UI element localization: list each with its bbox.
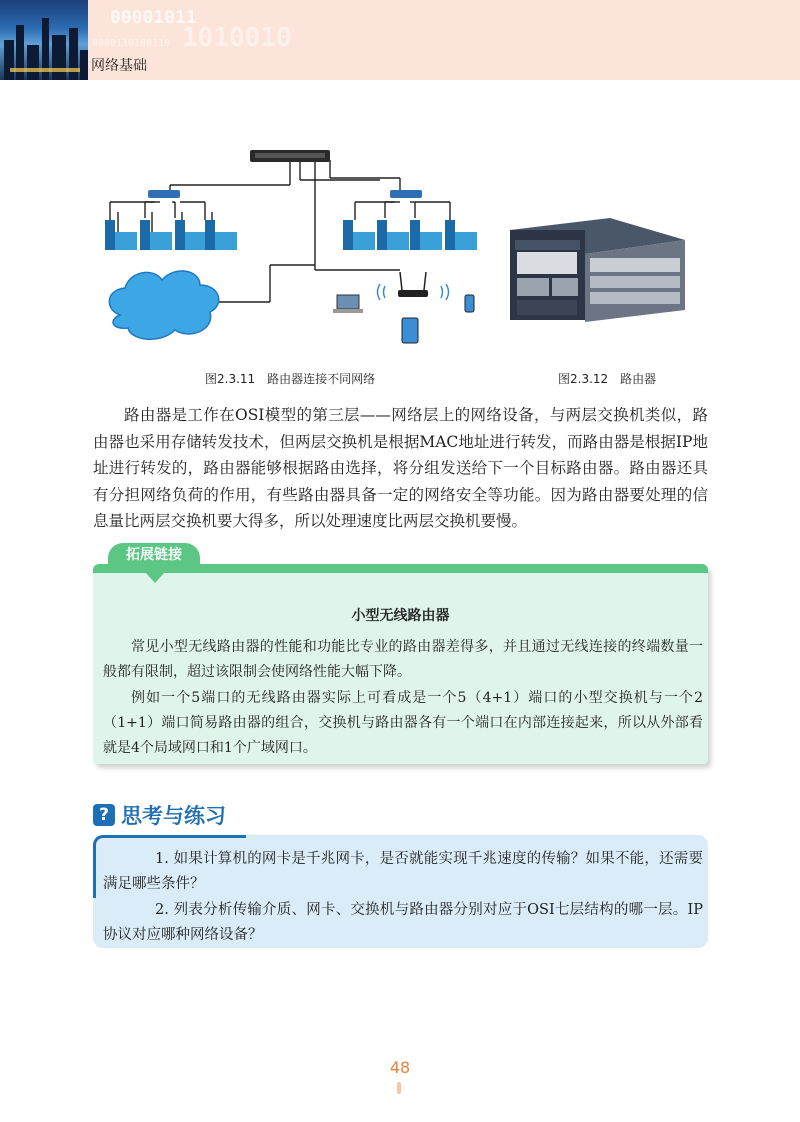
page-number: 48 <box>389 1058 411 1077</box>
extension-title: 小型无线路由器 <box>351 608 450 624</box>
laptop-icon <box>337 295 359 309</box>
section-title: 网络基础 <box>91 58 147 74</box>
cloud-icon <box>109 271 218 339</box>
page-number-marker <box>397 1082 401 1094</box>
figure-caption: 图2.3.12 路由器 <box>558 372 657 386</box>
binary-digits-decoration: 00001011 0000110100110 1010010 <box>92 7 292 53</box>
body-paragraph: 路由器是工作在OSI模型的第三层——网络层上的网络设备，与两层交换机类似，路由器也采用存储转发技术，但两层交换机是根据MAC地址进行转发，而路由器是根据IP地址进行转发的，路由器能够根据路由选择，将分组发送给下一个目标路由器。路由器还具有分担网络负荷的作用，有些路由器具备一定的网络安全等功能。因为路由器要处理的信息量比两层交换机要大得多，所以处理速度比两层交换机要慢。 <box>93 406 708 531</box>
page-header <box>0 0 800 80</box>
exercise-question: 2. 列表分析传输介质、网卡、交换机与路由器分别对应于OSI七层结构的哪一层。IP协议对应哪种网络设备？ <box>103 902 703 943</box>
question-icon: ? <box>93 804 115 826</box>
extension-paragraph: 常见小型无线路由器的性能和功能比专业的路由器差得多，并且通过无线连接的终端数量一般都有限制，超过该限制会使网络性能大幅下降。 <box>103 639 703 680</box>
wireless-router-icon <box>398 290 428 297</box>
tablet-icon <box>402 318 418 343</box>
figure-caption: 图2.3.11 路由器连接不同网络 <box>205 372 376 386</box>
computer-icons-left <box>105 220 237 250</box>
extension-paragraph: 例如一个5端口的无线路由器实际上可看成是一个5（4+1）端口的小型交换机与一个2（1+1）端口简易路由器的组合，交换机与路由器各有一个端口在内部连接起来，所以从外部看就是4个局域网口和1个广域网口。 <box>103 690 703 756</box>
city-photo <box>0 0 88 80</box>
phone-icon <box>465 295 474 312</box>
thinking-box <box>93 835 708 948</box>
thinking-heading <box>93 800 226 830</box>
exercise-question: 1. 如果计算机的网卡是千兆网卡，是否就能实现千兆速度的传输？如果不能，还需要满足哪些条件？ <box>103 851 703 892</box>
thinking-title: 思考与练习 <box>121 804 226 828</box>
figure-area <box>100 140 700 355</box>
computer-icons-right <box>343 220 477 250</box>
extension-box <box>93 564 708 764</box>
extension-tab: 拓展链接 <box>108 543 200 573</box>
switch-icon <box>148 190 180 198</box>
switch-icon <box>390 190 422 198</box>
router-photo <box>510 218 685 322</box>
